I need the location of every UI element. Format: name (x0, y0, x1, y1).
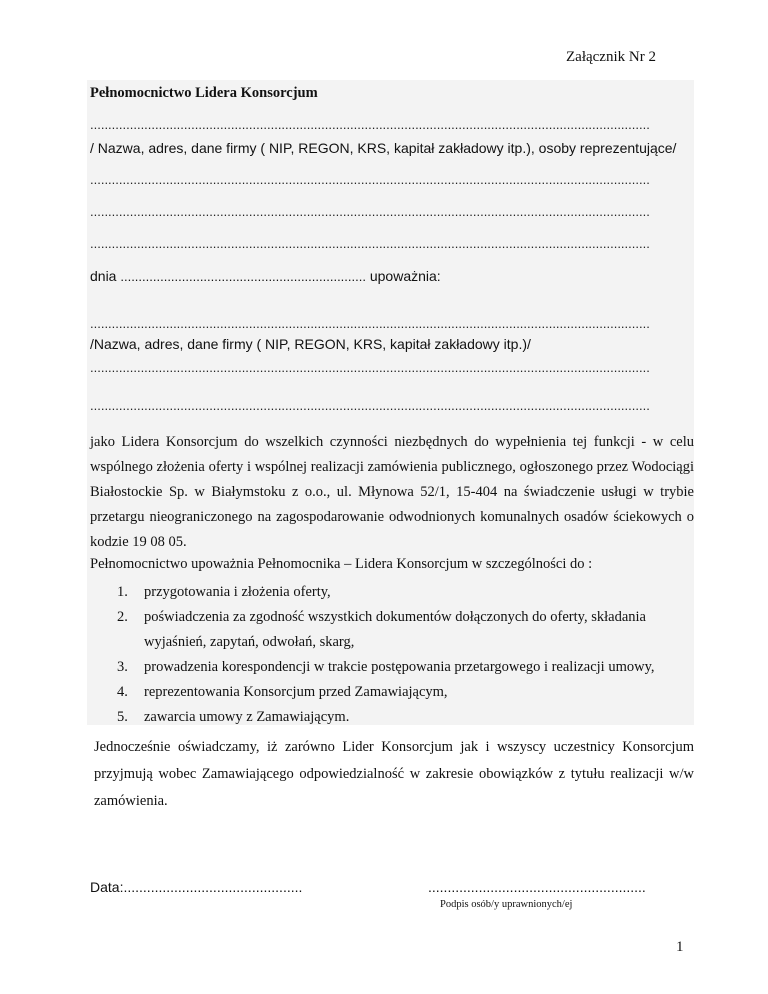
list-item (117, 680, 697, 705)
list-item-text: poświadczenia za zgodność wszystkich dokumentów dołączonych do oferty, składania (144, 609, 646, 625)
authorizes-label: upoważnia: (369, 268, 441, 284)
date-blank[interactable]: .................................................................... (120, 269, 366, 284)
firm-blank-line-2[interactable]: ........................................................................................................................................................... (90, 172, 650, 187)
list-item-text: reprezentowania Konsorcjum przed Zamawiającym, (144, 684, 448, 700)
page-number: 1 (676, 939, 684, 955)
list-item (117, 655, 697, 680)
scope-intro: Pełnomocnictwo upoważnia Pełnomocnika – Lidera Konsorcjum w szczególności do : (90, 556, 593, 572)
firm-fields-label: / Nazwa, adres, dane firmy ( NIP, REGON, KRS, kapitał zakładowy itp.), osoby reprezentujące/ (90, 140, 677, 156)
list-item-number: 2. (117, 609, 128, 625)
list-item (117, 705, 697, 730)
list-item (117, 580, 697, 605)
date-prefix: dnia (90, 268, 117, 284)
firm-blank-line-3[interactable]: ........................................................................................................................................................... (90, 204, 650, 219)
attorney-fields-label: /Nazwa, adres, dane firmy ( NIP, REGON, KRS, kapitał zakładowy itp.)/ (90, 336, 531, 352)
scope-list (117, 580, 697, 730)
list-item-text: przygotowania i złożenia oferty, (144, 584, 331, 600)
date-field[interactable]: Data:.............................................. (90, 879, 303, 895)
attachment-number: Załącznik Nr 2 (566, 49, 656, 65)
attorney-blank-line-2[interactable]: ........................................................................................................................................................... (90, 360, 650, 375)
attorney-blank-line-1[interactable]: ........................................................................................................................................................... (90, 316, 650, 331)
list-item-text: zawarcia umowy z Zamawiającym. (144, 709, 350, 725)
firm-blank-line-1[interactable]: ........................................................................................................................................................... (90, 117, 650, 132)
attorney-blank-line-3[interactable]: ........................................................................................................................................................... (90, 398, 650, 413)
list-item-number: 4. (117, 684, 128, 700)
declaration-paragraph: Jednocześnie oświadczamy, iż zarówno Lider Konsorcjum jak i wszyscy uczestnicy Konsorcjum przyjmują wobec Zamawiającego odpowiedzialność w zakresie obowiązków z tytułu realizacji w/w zamówienia. (94, 739, 694, 809)
signature-line[interactable]: ........................................................ (428, 879, 646, 895)
list-item-number: 5. (117, 709, 128, 725)
document-title: Pełnomocnictwo Lidera Konsorcjum (90, 85, 318, 101)
date-line (90, 268, 441, 284)
main-paragraph: jako Lidera Konsorcjum do wszelkich czynności niezbędnych do wypełnienia tej funkcji - w celu wspólnego złożenia oferty i wspólnej realizacji zamówienia publicznego, ogłoszonego przez Wodociągi Białostockie Sp. w Białymstoku z o.o., ul. Młynowa 52/1, 15-404 na świadczenie usługi w trybie przetargu nieograniczonego na zagospodarowanie odwodnionych komunalnych osadów ściekowych o kodzie 19 08 05. (90, 434, 694, 550)
list-item-number: 1. (117, 584, 128, 600)
list-item (117, 605, 697, 630)
list-item-continuation: wyjaśnień, zapytań, odwołań, skarg, (144, 634, 355, 650)
signature-caption: Podpis osób/y uprawnionych/ej (440, 899, 573, 910)
list-item-text: prowadzenia korespondencji w trakcie postępowania przetargowego i realizacji umowy, (144, 659, 655, 675)
list-item-number: 3. (117, 659, 128, 675)
firm-blank-line-4[interactable]: ........................................................................................................................................................... (90, 236, 650, 251)
